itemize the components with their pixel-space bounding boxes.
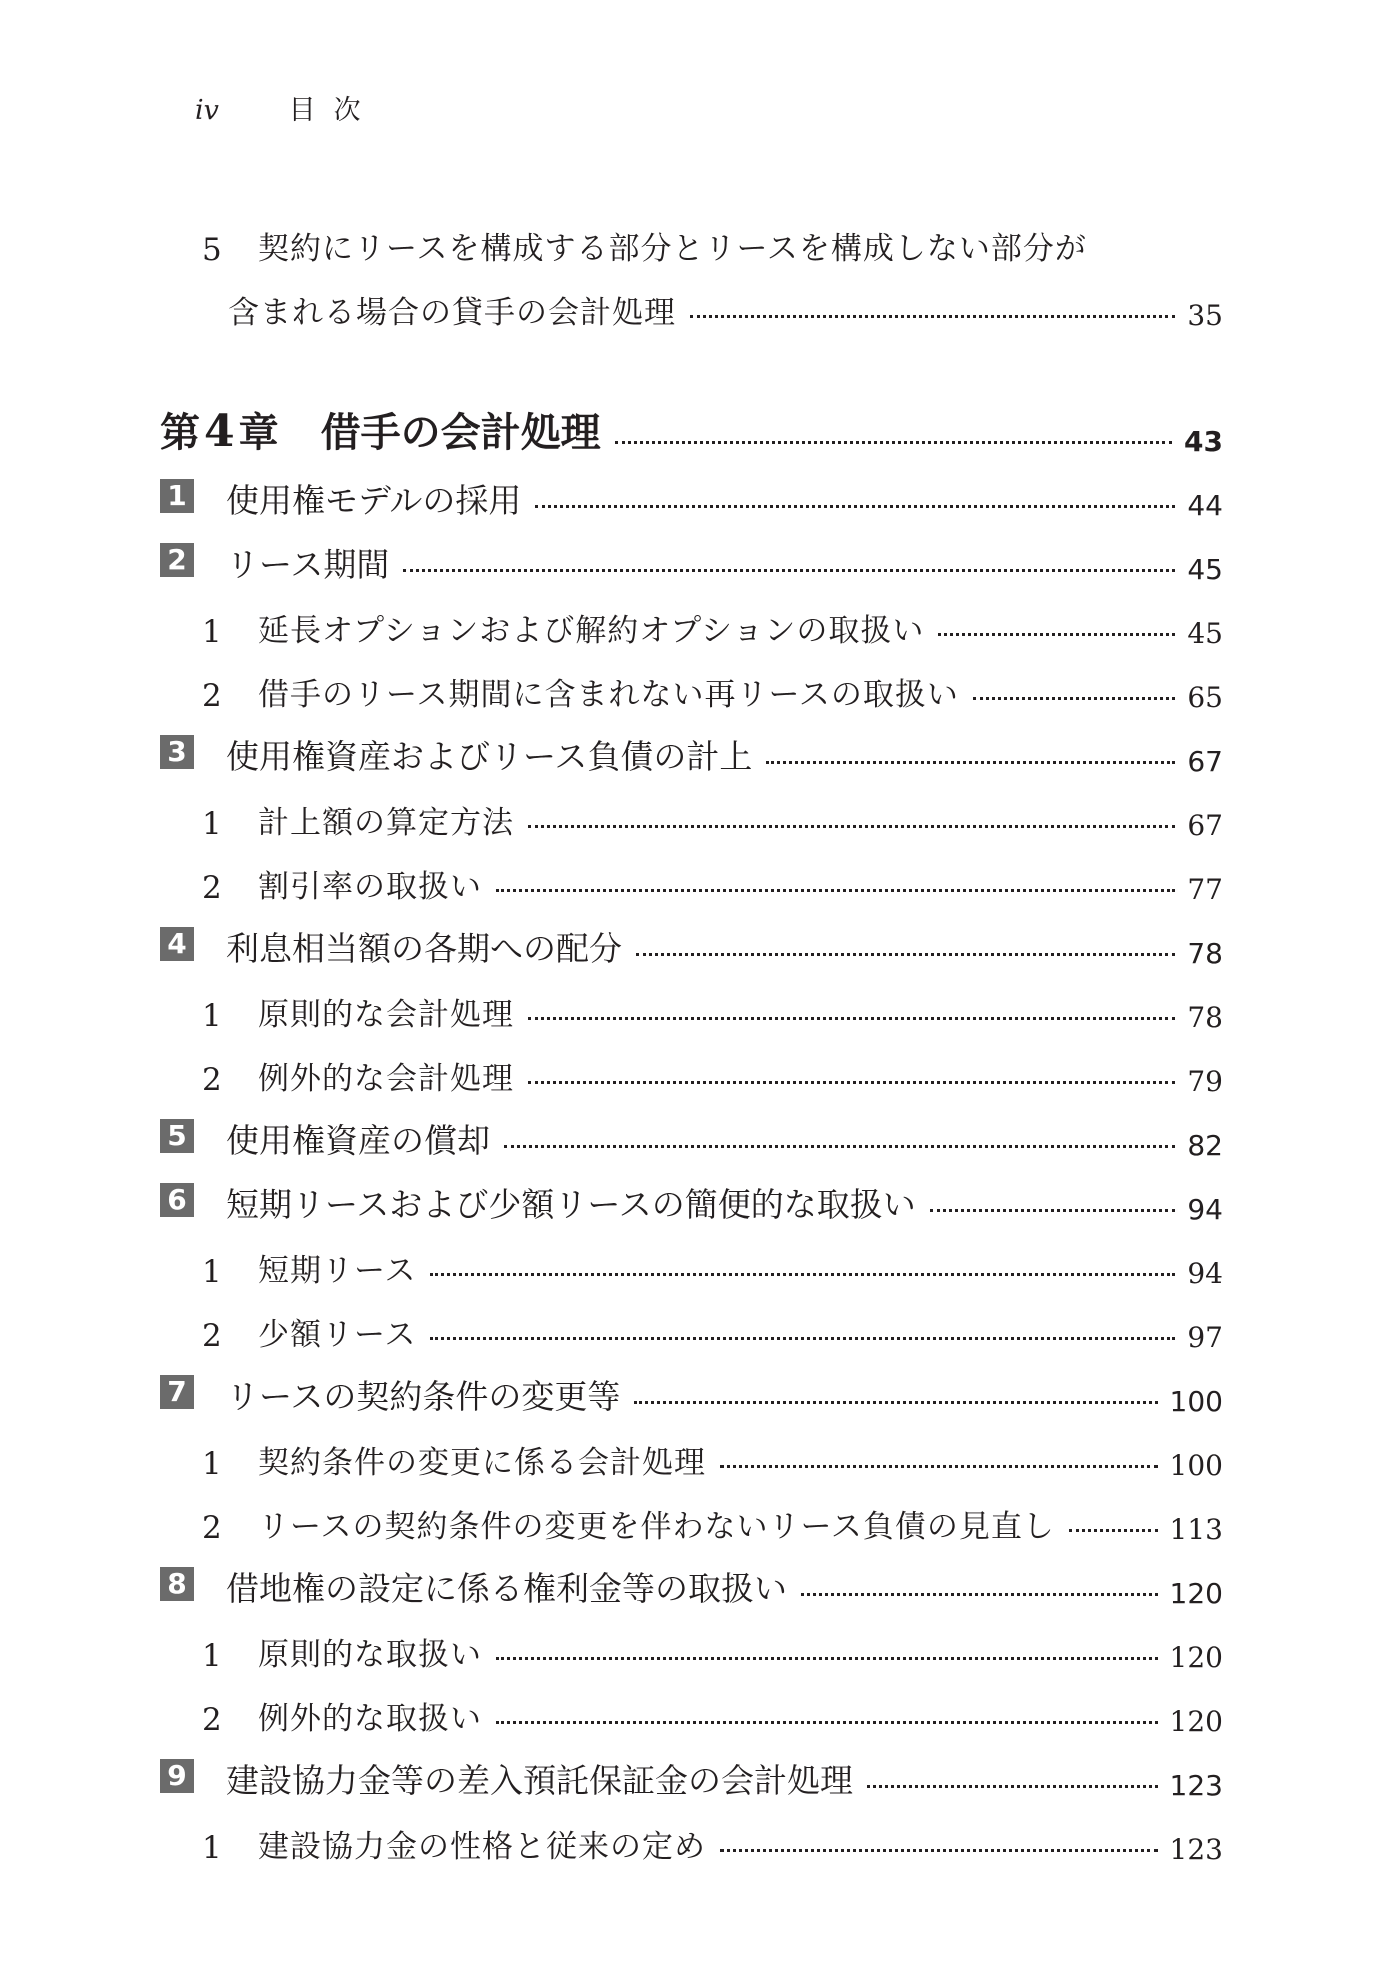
subsection-page: 100	[1169, 1449, 1223, 1482]
toc-section-4[interactable]	[160, 906, 1223, 970]
section-number-box: 9	[160, 1759, 194, 1793]
entry-title-line1: 契約にリースを構成する部分とリースを構成しない部分が	[258, 231, 1087, 267]
section-page: 45	[1187, 553, 1223, 586]
leader-dots	[938, 632, 1175, 636]
leader-dots	[973, 696, 1175, 700]
toc-subsection[interactable]	[160, 1610, 1223, 1674]
leader-dots	[496, 1656, 1158, 1660]
subsection-number: 1	[202, 1254, 222, 1290]
subsection-number: 1	[202, 806, 222, 842]
toc-section-9[interactable]	[160, 1738, 1223, 1802]
section-number-box: 8	[160, 1567, 194, 1601]
section-page: 123	[1169, 1769, 1223, 1802]
subsection-title: 借手のリース期間に含まれない再リースの取扱い	[258, 677, 959, 713]
leader-dots	[801, 1592, 1158, 1596]
subsection-page: 79	[1187, 1065, 1223, 1098]
leader-dots	[430, 1272, 1175, 1276]
toc-section-1[interactable]	[160, 458, 1223, 522]
toc-section-6[interactable]	[160, 1162, 1223, 1226]
leader-dots	[930, 1208, 1176, 1212]
subsection-number: 1	[202, 1830, 222, 1866]
leader-dots	[690, 314, 1175, 318]
section-title: 使用権資産およびリース負債の計上	[226, 737, 753, 776]
chapter-page: 43	[1184, 425, 1223, 458]
toc-section-5[interactable]	[160, 1098, 1223, 1162]
section-number-box: 3	[160, 735, 194, 769]
entry-number: 5	[202, 232, 222, 268]
leader-dots	[528, 824, 1175, 828]
chapter-prefix: 第	[160, 410, 200, 456]
header-title: 目次	[288, 95, 379, 126]
toc-subsection[interactable]	[160, 842, 1223, 906]
section-title: 借地権の設定に係る権利金等の取扱い	[226, 1569, 787, 1608]
toc-section-3[interactable]	[160, 714, 1223, 778]
leader-dots	[634, 1400, 1157, 1404]
header-page-number: iv	[195, 95, 219, 126]
subsection-number: 2	[202, 1318, 222, 1354]
toc-subsection[interactable]	[160, 1482, 1223, 1546]
subsection-number: 1	[202, 1638, 222, 1674]
subsection-title: 建設協力金の性格と従来の定め	[258, 1829, 706, 1865]
section-title: リース期間	[226, 545, 390, 584]
subsection-number: 1	[202, 614, 222, 650]
leader-dots	[615, 440, 1172, 444]
chapter-title	[160, 401, 601, 458]
subsection-page: 94	[1187, 1257, 1223, 1290]
leader-dots	[496, 1720, 1158, 1724]
subsection-page: 77	[1187, 873, 1223, 906]
toc-section-8[interactable]	[160, 1546, 1223, 1610]
section-page: 120	[1169, 1577, 1223, 1610]
toc-section-2[interactable]	[160, 522, 1223, 586]
leader-dots	[528, 1080, 1175, 1084]
section-title: 使用権モデルの採用	[226, 481, 522, 520]
toc-section-7[interactable]	[160, 1354, 1223, 1418]
table-of-contents	[160, 210, 1223, 1866]
section-title: 建設協力金等の差入預託保証金の会計処理	[226, 1761, 853, 1800]
toc-subsection[interactable]	[160, 586, 1223, 650]
section-title: 短期リースおよび少額リースの簡便的な取扱い	[226, 1185, 916, 1224]
leader-dots	[867, 1784, 1158, 1788]
subsection-number: 1	[202, 1446, 222, 1482]
leader-dots	[535, 504, 1175, 508]
toc-subsection[interactable]	[160, 1674, 1223, 1738]
subsection-title: 延長オプションおよび解約オプションの取扱い	[258, 613, 925, 649]
toc-subsection[interactable]	[160, 1226, 1223, 1290]
toc-subsection[interactable]	[160, 778, 1223, 842]
section-page: 67	[1187, 745, 1223, 778]
subsection-number: 1	[202, 998, 222, 1034]
leader-dots	[496, 888, 1175, 892]
subsection-page: 113	[1169, 1513, 1223, 1546]
subsection-page: 67	[1187, 809, 1223, 842]
subsection-page: 97	[1187, 1321, 1223, 1354]
subsection-title: リースの契約条件の変更を伴わないリース負債の見直し	[258, 1509, 1055, 1545]
toc-entry-intro[interactable]	[160, 210, 1223, 268]
subsection-page: 45	[1187, 617, 1223, 650]
subsection-title: 割引率の取扱い	[258, 869, 482, 905]
leader-dots	[528, 1016, 1175, 1020]
chapter-number: 4	[204, 406, 235, 457]
subsection-number: 2	[202, 678, 222, 714]
leader-dots	[504, 1144, 1175, 1148]
leader-dots	[766, 760, 1175, 764]
subsection-title: 少額リース	[258, 1317, 417, 1353]
subsection-title: 例外的な取扱い	[258, 1701, 482, 1737]
toc-subsection[interactable]	[160, 1034, 1223, 1098]
subsection-title: 契約条件の変更に係る会計処理	[258, 1445, 706, 1481]
subsection-page: 123	[1169, 1833, 1223, 1866]
chapter-name: 借手の会計処理	[320, 410, 601, 456]
entry-title-line2: 含まれる場合の貸手の会計処理	[228, 295, 676, 331]
section-page: 82	[1187, 1129, 1223, 1162]
section-page: 78	[1187, 937, 1223, 970]
section-number-box: 4	[160, 927, 194, 961]
running-header	[195, 88, 379, 127]
section-number-box: 7	[160, 1375, 194, 1409]
subsection-number: 2	[202, 1062, 222, 1098]
leader-dots	[403, 568, 1175, 572]
leader-dots	[1069, 1528, 1158, 1532]
leader-dots	[636, 952, 1175, 956]
subsection-number: 2	[202, 1702, 222, 1738]
section-title: リースの契約条件の変更等	[226, 1377, 621, 1416]
section-number-box: 6	[160, 1183, 194, 1217]
toc-subsection[interactable]	[160, 650, 1223, 714]
leader-dots	[430, 1336, 1175, 1340]
subsection-title: 例外的な会計処理	[258, 1061, 514, 1097]
section-title: 使用権資産の償却	[226, 1121, 490, 1160]
toc-subsection[interactable]	[160, 970, 1223, 1034]
section-title: 利息相当額の各期への配分	[226, 929, 622, 968]
entry-page: 35	[1187, 299, 1223, 332]
chapter-heading[interactable]	[160, 384, 1223, 458]
subsection-number: 2	[202, 1510, 222, 1546]
section-page: 44	[1187, 489, 1223, 522]
subsection-title: 原則的な会計処理	[258, 997, 514, 1033]
section-number-box: 5	[160, 1119, 194, 1153]
section-number-box: 2	[160, 543, 194, 577]
chapter-suffix: 章	[238, 410, 279, 456]
toc-subsection[interactable]	[160, 1290, 1223, 1354]
toc-subsection[interactable]	[160, 1418, 1223, 1482]
toc-subsection[interactable]	[160, 1802, 1223, 1866]
subsection-page: 78	[1187, 1001, 1223, 1034]
leader-dots	[720, 1464, 1158, 1468]
section-page: 100	[1169, 1385, 1223, 1418]
leader-dots	[720, 1848, 1158, 1852]
subsection-number: 2	[202, 870, 222, 906]
toc-entry-intro-continued[interactable]	[160, 268, 1223, 332]
subsection-page: 65	[1187, 681, 1223, 714]
subsection-title: 短期リース	[258, 1253, 417, 1289]
section-page: 94	[1187, 1193, 1223, 1226]
subsection-title: 原則的な取扱い	[258, 1637, 482, 1673]
subsection-page: 120	[1169, 1641, 1223, 1674]
subsection-page: 120	[1169, 1705, 1223, 1738]
subsection-title: 計上額の算定方法	[258, 805, 514, 841]
section-number-box: 1	[160, 479, 194, 513]
